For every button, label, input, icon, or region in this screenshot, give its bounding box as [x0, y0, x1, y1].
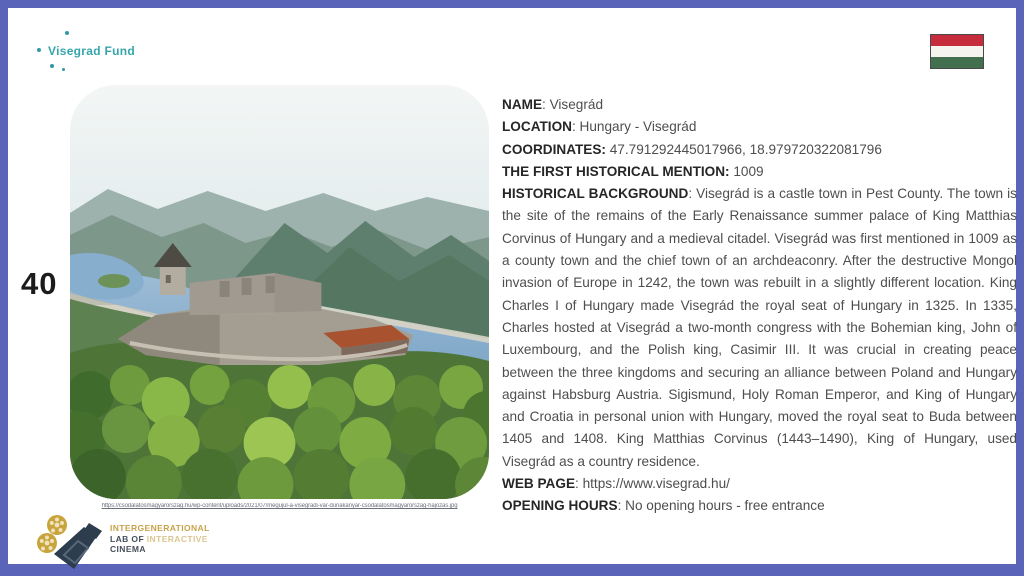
- field-web-page: WEB PAGE: https://www.visegrad.hu/: [502, 476, 730, 492]
- hungary-flag: [930, 34, 984, 69]
- field-historical-background: HISTORICAL BACKGROUND: Visegrád is a castle town in Pest County. The town is the site of the remains of the Early Renaissance summer palace of King Matthias Corvinus of Hungary and a medieval citadel. Visegrád was first mentioned in 1009 as a county town and the chief town of an archdeaconry. After the destructive Mongol invasion of Europe in 1242, the town was rebuilt in a slightly different location. King Charles I of Hungary made Visegrád the royal seat of Hungary in 1325. In 1335, Charles hosted at Visegrád a two-month congress with the Bohemian king, John of Luxembourg, and the Polish king, Casimir III. It was crucial in creating peace between the three kingdoms and securing an alliance between Poland and Hungary against Habsburg Austria. Sigismund, Holy Roman Emperor, and King of Hungary and Croatia in personal union with Hungary, moved the royal seat to Buda between 1405 and 1408. King Matthias Corvinus (1443–1490), King of Hungary, used Visegrád as a country residence.: [502, 186, 1017, 469]
- flag-stripe-white: [931, 46, 983, 57]
- flag-stripe-green: [931, 57, 983, 68]
- fund-logo-dot-icon: [50, 64, 54, 68]
- flag-stripe-red: [931, 35, 983, 46]
- cinema-lab-logo: [34, 513, 254, 573]
- historical-background-text: Visegrád is a castle town in Pest County. The town is the site of the remains of the Early Renaissance summer palace of King Matthias Corvinus of Hungary and a medieval citadel. Visegrád was first mentioned in 1009 as a county town and the chief town of an archdeaconry. After the destructive Mongol invasion of Europe in 1242, the town was rebuilt in a slightly different location. King Charles I of Hungary made Visegrád the royal seat of Hungary in 1325. In 1335, Charles hosted at Visegrád a two-month congress with the Bohemian king, John of Luxembourg, and the Polish king, Casimir III. It was crucial in creating peace between the three kingdoms and securing an alliance between Poland and Hungary against Habsburg Austria. Sigismund, Holy Roman Emperor, and King of Hungary and Croatia in personal union with Hungary, moved the royal seat to Buda between 1405 and 1408. King Matthias Corvinus (1443–1490), King of Hungary, used Visegrád as a country residence.: [502, 186, 1017, 469]
- castle-photo: [70, 85, 489, 499]
- film-camera-icon: [34, 513, 106, 571]
- fund-logo-dot-icon: [65, 31, 69, 35]
- info-panel: [502, 94, 1017, 518]
- fund-logo-dot-icon: [62, 68, 65, 71]
- field-coordinates-value: 47.791292445017966, 18.979720322081796: [609, 141, 882, 157]
- castle-photo-illustration: [70, 85, 489, 499]
- logo-line-1: INTERGENERATIONAL: [110, 523, 210, 533]
- visegrad-fund-logo: [34, 28, 174, 78]
- slide-number: 40: [21, 266, 58, 301]
- field-first-mention-value: 1009: [733, 163, 764, 179]
- field-location-value: Hungary - Visegrád: [579, 119, 697, 135]
- field-opening-hours: OPENING HOURS: No opening hours - free entrance: [502, 498, 825, 514]
- logo-line-2: LAB OF INTERACTIVE: [110, 533, 208, 544]
- logo-line-3: CINEMA: [110, 544, 146, 554]
- field-first-mention: THE FIRST HISTORICAL MENTION: 1009: [502, 163, 764, 179]
- field-coordinates: COORDINATES: 47.791292445017966, 18.979720322081796: [502, 141, 882, 157]
- fund-logo-text: Visegrad Fund: [48, 44, 136, 58]
- fund-logo-dot-icon: [37, 48, 41, 52]
- field-name-value: Visegrád: [549, 97, 603, 112]
- field-location: LOCATION: Hungary - Visegrád: [502, 119, 697, 135]
- photo-source-link[interactable]: https://csodalatosmagyarorszag.hu/wp-content/uploads/2021/07/megujul-a-visegradi-var-dunakanyar-csodalatosmagyarorszag-hajozas.jpg: [101, 503, 458, 509]
- field-opening-hours-value: No opening hours - free entrance: [625, 498, 825, 514]
- cinema-lab-logo-text: [110, 523, 210, 555]
- field-name: NAME: Visegrád: [502, 97, 603, 112]
- field-web-page-value: https://www.visegrad.hu/: [582, 476, 730, 492]
